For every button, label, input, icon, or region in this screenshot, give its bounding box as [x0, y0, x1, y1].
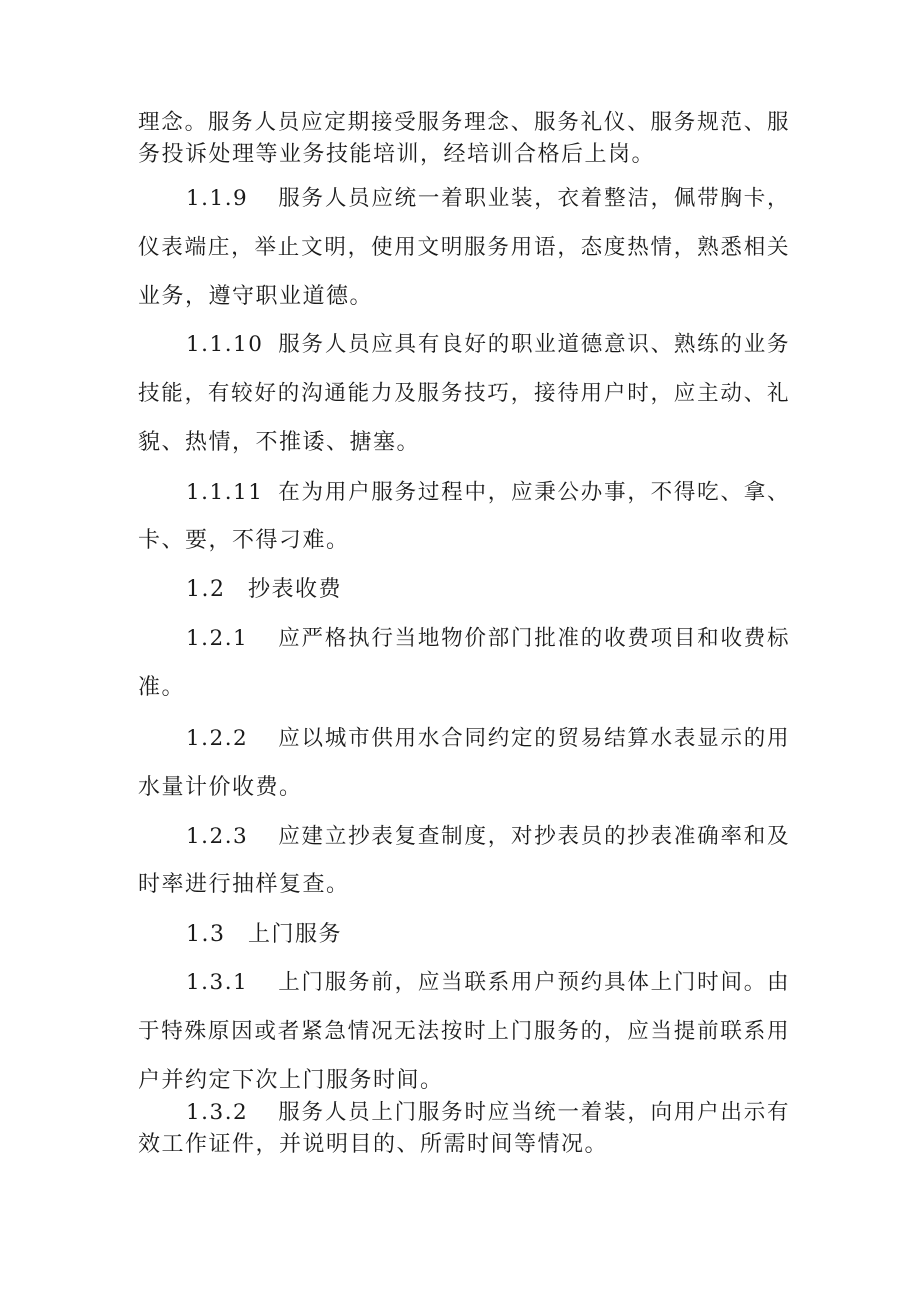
clause-number: 1.3.1 — [186, 970, 249, 995]
section-heading-1-2 — [186, 575, 790, 605]
clause-text: 应建立抄表复查制度，对抄表员的抄表准确率和及 — [278, 824, 790, 849]
clause-number: 1.2.3 — [186, 824, 249, 849]
clause-1-1-10-first-line — [186, 330, 790, 360]
clause-text: 应严格执行当地物价部门批准的收费项目和收费标 — [278, 626, 790, 651]
clause-text: 上门服务前，应当联系用户预约具体上门时间。由 — [278, 970, 790, 995]
clause-1-2-2-first-line — [186, 724, 790, 754]
paragraph-line: 仪表端庄，举止文明，使用文明服务用语，态度热情，熟悉相关 — [138, 235, 790, 260]
paragraph-line: 于特殊原因或者紧急情况无法按时上门服务的，应当提前联系用 — [138, 1019, 790, 1044]
paragraph-line: 准。 — [138, 675, 186, 700]
clause-1-3-2-first-line — [186, 1098, 790, 1128]
clause-number: 1.2.1 — [186, 626, 249, 651]
clause-text: 在为用户服务过程中，应秉公办事，不得吃、拿、 — [278, 480, 790, 505]
paragraph-line: 水量计价收费。 — [138, 775, 303, 800]
clause-text: 服务人员应具有良好的职业道德意识、熟练的业务 — [278, 332, 790, 357]
paragraph-line: 貌、热情，不推诿、搪塞。 — [138, 430, 421, 455]
clause-number: 1.1.9 — [186, 186, 249, 211]
section-number: 1.3 — [186, 922, 226, 947]
paragraph-line: 卡、要，不得刁难。 — [138, 528, 350, 553]
clause-number: 1.1.10 — [186, 332, 264, 357]
paragraph-line: 技能，有较好的沟通能力及服务技巧，接待用户时，应主动、礼 — [138, 381, 790, 406]
clause-1-3-1-first-line — [186, 968, 790, 998]
clause-1-1-9-first-line — [186, 184, 790, 214]
clause-1-2-3-first-line — [186, 822, 790, 852]
paragraph-line: 户并约定下次上门服务时间。 — [138, 1068, 444, 1093]
clause-number: 1.3.2 — [186, 1100, 249, 1125]
paragraph-line: 理念。服务人员应定期接受服务理念、服务礼仪、服务规范、服 — [138, 110, 790, 135]
clause-text: 服务人员应统一着职业装，衣着整洁，佩带胸卡， — [278, 186, 790, 211]
section-title: 上门服务 — [248, 922, 343, 947]
clause-1-1-11-first-line — [186, 478, 790, 508]
clause-number: 1.2.2 — [186, 726, 249, 751]
clause-number: 1.1.11 — [186, 480, 264, 505]
section-number: 1.2 — [186, 577, 226, 602]
section-heading-1-3 — [186, 920, 790, 950]
paragraph-line: 效工作证件，并说明目的、所需时间等情况。 — [138, 1132, 609, 1157]
clause-1-2-1-first-line — [186, 624, 790, 654]
paragraph-line: 务投诉处理等业务技能培训，经培训合格后上岗。 — [138, 142, 656, 167]
clause-text: 服务人员上门服务时应当统一着装，向用户出示有 — [278, 1100, 790, 1125]
clause-text: 应以城市供用水合同约定的贸易结算水表显示的用 — [278, 726, 790, 751]
paragraph-line: 业务，遵守职业道德。 — [138, 284, 374, 309]
section-title: 抄表收费 — [248, 577, 343, 602]
paragraph-line: 时率进行抽样复查。 — [138, 872, 350, 897]
